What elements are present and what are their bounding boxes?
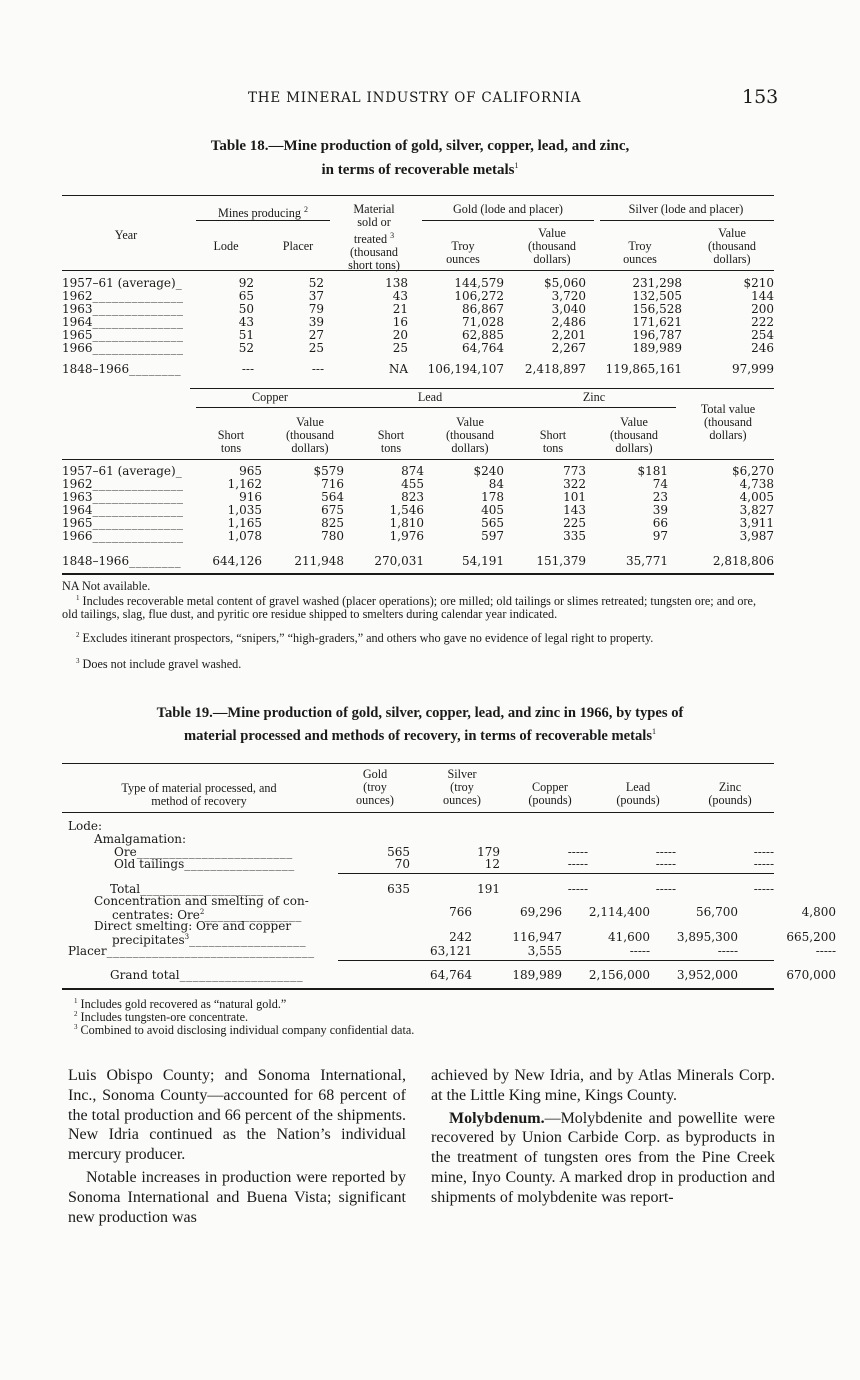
t18-hdr-lead: Lead (417, 390, 443, 404)
body-left-column (68, 1066, 406, 1230)
table18-caption-line2: in terms of recoverable metals$^1$ (321, 161, 519, 178)
t18-hdr-zn-value: Value (thousand dollars) (609, 415, 659, 455)
t18-hdr-total-value: Total value (thousand dollars) (700, 402, 756, 442)
t18-hdr-gold-value: Value (thousand dollars) (527, 226, 577, 266)
t18-hdr-zinc: Zinc (582, 390, 606, 404)
table18-top-rule (62, 195, 774, 196)
t18-header-rule (62, 270, 774, 271)
t18-mid-rule (190, 388, 774, 389)
t19-hdr-zinc: Zinc (pounds) (708, 780, 752, 807)
t19-hdr-copper: Copper (pounds) (528, 780, 572, 807)
t18-note-3: $^3$ Does not include gravel washed. (76, 657, 242, 672)
body-left-p2: Notable increases in production were reported by Sonoma International and Buena Vista; significant new production was (68, 1168, 406, 1226)
rule (338, 873, 774, 874)
t18-hdr-silver-troy: Troy ounces (623, 239, 657, 266)
table19-top-rule (62, 763, 774, 764)
body-right-p1: achieved by New Idria, and by Atlas Minerals Corp. at the Little King mine, Kings County. (431, 1067, 775, 1104)
t19-hdr-type: Type of material processed, and method of recovery (121, 781, 277, 808)
t18-hdr-placer: Placer (282, 239, 314, 253)
rule (600, 220, 774, 221)
t19-bottom-rule (62, 988, 774, 990)
rule (196, 220, 330, 221)
table19-caption-line2: material processed and methods of recovery, in terms of recoverable metals$^1$ (183, 727, 657, 744)
t19-note-2: $^2$ Includes tungsten-ore concentrate. (74, 1010, 249, 1025)
t18-hdr-cu-tons: Short tons (217, 428, 245, 455)
t18-hdr-zn-tons: Short tons (539, 428, 567, 455)
body-right-column (431, 1066, 775, 1211)
t18-note-2: $^2$ Excludes itinerant prospectors, “snipers,” “high-graders,” and others who gave no evidence of legal right to property. (76, 631, 654, 646)
t18-bottom-rule (62, 573, 774, 575)
t18-hdr-pb-value: Value (thousand dollars) (445, 415, 495, 455)
body-right-p2: Molybdenum.—Molybdenite and powellite were recovered by Union Carbide Corp. as byproducts in the treatment of tungsten ores from the Pine Creek mine, Inyo County. A marked drop in production and shipments of molybdenite was report- (431, 1109, 775, 1206)
t18-hdr-material: Material sold or treated $^3$ (thousand short tons) (348, 202, 400, 273)
t19-hdr-silver: Silver (troy ounces) (443, 767, 481, 807)
t18-hdr-gold-troy: Troy ounces (446, 239, 480, 266)
t19-header-rule (62, 812, 774, 813)
t19-note-3: $^3$ Combined to avoid disclosing individual company confidential data. (74, 1023, 415, 1038)
rule (196, 407, 676, 408)
running-head: THE MINERAL INDUSTRY OF CALIFORNIA (248, 90, 582, 106)
t19-hdr-lead: Lead (pounds) (616, 780, 660, 807)
t18-hdr-silver-value: Value (thousand dollars) (707, 226, 757, 266)
t18-hdr-silver: Silver (lode and placer) (628, 202, 744, 216)
t18-hdr-cu-value: Value (thousand dollars) (285, 415, 335, 455)
table19-caption-line1: Table 19.—Mine production of gold, silver, copper, lead, and zinc in 1966, by types of (156, 705, 684, 721)
t18-hdr-gold: Gold (lode and placer) (453, 202, 563, 216)
t18-header-rule2 (62, 459, 774, 460)
t18-hdr-mines: Mines producing $^2$ (218, 205, 308, 221)
table18-caption-line1: Table 18.—Mine production of gold, silver, copper, lead, and zinc, (210, 138, 630, 154)
t18-hdr-lode: Lode (213, 239, 239, 253)
document-page: THE MINERAL INDUSTRY OF CALIFORNIA 153 Table 18.—Mine production of gold, silver, copper, lead, and zinc, in terms of recoverable metals$^1$ Year Mines producing $^2$ Lode Placer Material sold or treated $^3$ (thousand short tons) Gold (lode and placer) Troy ounces Value (thousand dollars) Silver (lode and placer) Troy ounces Value (thousand dollars) 1957–61 (average)_ 92 52 138 144,579 $5,060 231,298 $210 1962______________ 65 37 43 106,272 3,720 132,505 144 1963______________ 50 79 21 86,867 3,040 156,528 200 1964______________ 43 39 16 71,028 2,486 171,621 222 1965______________ 51 27 20 62,885 2,201 196,787 254 1966______________ 52 25 25 64,764 2,267 189,989 246 1848–1966________ --- --- NA 106,194,107 2,418,897 119,865,161 97,999 Copper Lead Zinc Total value (thousand dollars) Short tons Value (thousand dollars) Short tons Value (thousand dollars) Short tons Value (thousand dollars) 1957–61 (average)_ 965 $579 874 $240 773 $181 $6,270 1962______________ 1,162 716 455 84 322 74 4,738 1963______________ 916 564 823 178 101 23 4,005 1964______________ 1,035 675 1,546 405 143 39 3,827 1965______________ 1,165 825 1,810 565 225 66 3,911 1966______________ 1,078 780 1,976 597 335 97 3,987 1848–1966________ 644,126 211,948 270,031 54,191 151,379 35,771 2,818,806 NA Not available. $^1$ Includes recoverable metal content of gravel washed (placer operations); ore milled; old tailings or slimes retreated; tungsten ore; and ore, old tailings, slag, flue dust, and pyritic ore residue shipped to smelters during calendar year indicated. $^2$ Excludes itinerant prospectors, “snipers,” “high-graders,” and others who gave no evidence of legal right to property. $^3$ Does not include gravel washed. Table 19.—Mine production of gold, silver, copper, lead, and zinc in 1966, by types of material processed and methods of recovery, in terms of recoverable metals$^1$ Type of material processed, and method of recovery Gold (troy ounces) Silver (troy ounces) Copper (pounds) Lead (pounds) Zinc (pounds) Lode: Amalgamation: Ore________________________ 565 179 ----- ----- ----- Old tailings_________________ 70 12 ----- ----- ----- Total___________________ 635 191 ----- ----- ----- Concentration and smelting of con- centrates: Ore$^2$_______________ 766 69,296 2,114,400 56,700 4,800 Direct smelting: Ore and copper precipitates$^3$__________________ 242 116,947 41,600 3,895,300 665,200 Placer________________________________ 63,121 3,555 ----- ----- ----- Grand total___________________ 64,764 189,989 2,156,000 3,952,000 670,000 $^1$ Includes gold recovered as “natural gold.” $^2$ Includes tungsten-ore concentrate. $^3$ Combined to avoid disclosing individual company confidential data. Luis Obispo County; and Sonoma International, Inc., Sonoma County—accounted for 68 percent of the total production and 66 percent of the shipments. New Idria continued as the Nation’s individual mercury producer. Notable increases in production were reported by Sonoma International and Buena Vista; significant new production was achieved by New Idria, and by Atlas Minerals Corp. at the Little King mine, Kings County. Molybdenum.—Molybdenite and powellite were recovered by Union Carbide Corp. as byproducts in the treatment of tungsten ores from the Pine Creek mine, Inyo County. A marked drop in production and shipments of molybdenite was report- (0, 0, 860, 1380)
rule (338, 960, 774, 961)
t18-note-na: NA Not available. (62, 579, 151, 593)
t18-hdr-pb-tons: Short tons (377, 428, 405, 455)
rule (422, 220, 594, 221)
body-left-p1: Luis Obispo County; and Sonoma International, Inc., Sonoma County—accounted for 68 percent of the total production and 66 percent of the shipments. New Idria continued as the Nation’s individual mercury producer. (68, 1067, 406, 1164)
t18-hdr-year: Year (114, 228, 138, 242)
t19-note-1: $^1$ Includes gold recovered as “natural gold.” (74, 997, 287, 1012)
t18-note-1: $^1$ Includes recoverable metal content of gravel washed (placer operations); ore milled; old tailings or slimes retreated; tungsten ore; and ore, old tailings, slag, flue dust, and pyritic ore residue shipped to smelters during calendar year indicated. (62, 594, 756, 621)
page-number: 153 (742, 86, 779, 108)
t18-hdr-copper: Copper (252, 390, 288, 404)
t19-hdr-gold: Gold (troy ounces) (356, 767, 394, 807)
